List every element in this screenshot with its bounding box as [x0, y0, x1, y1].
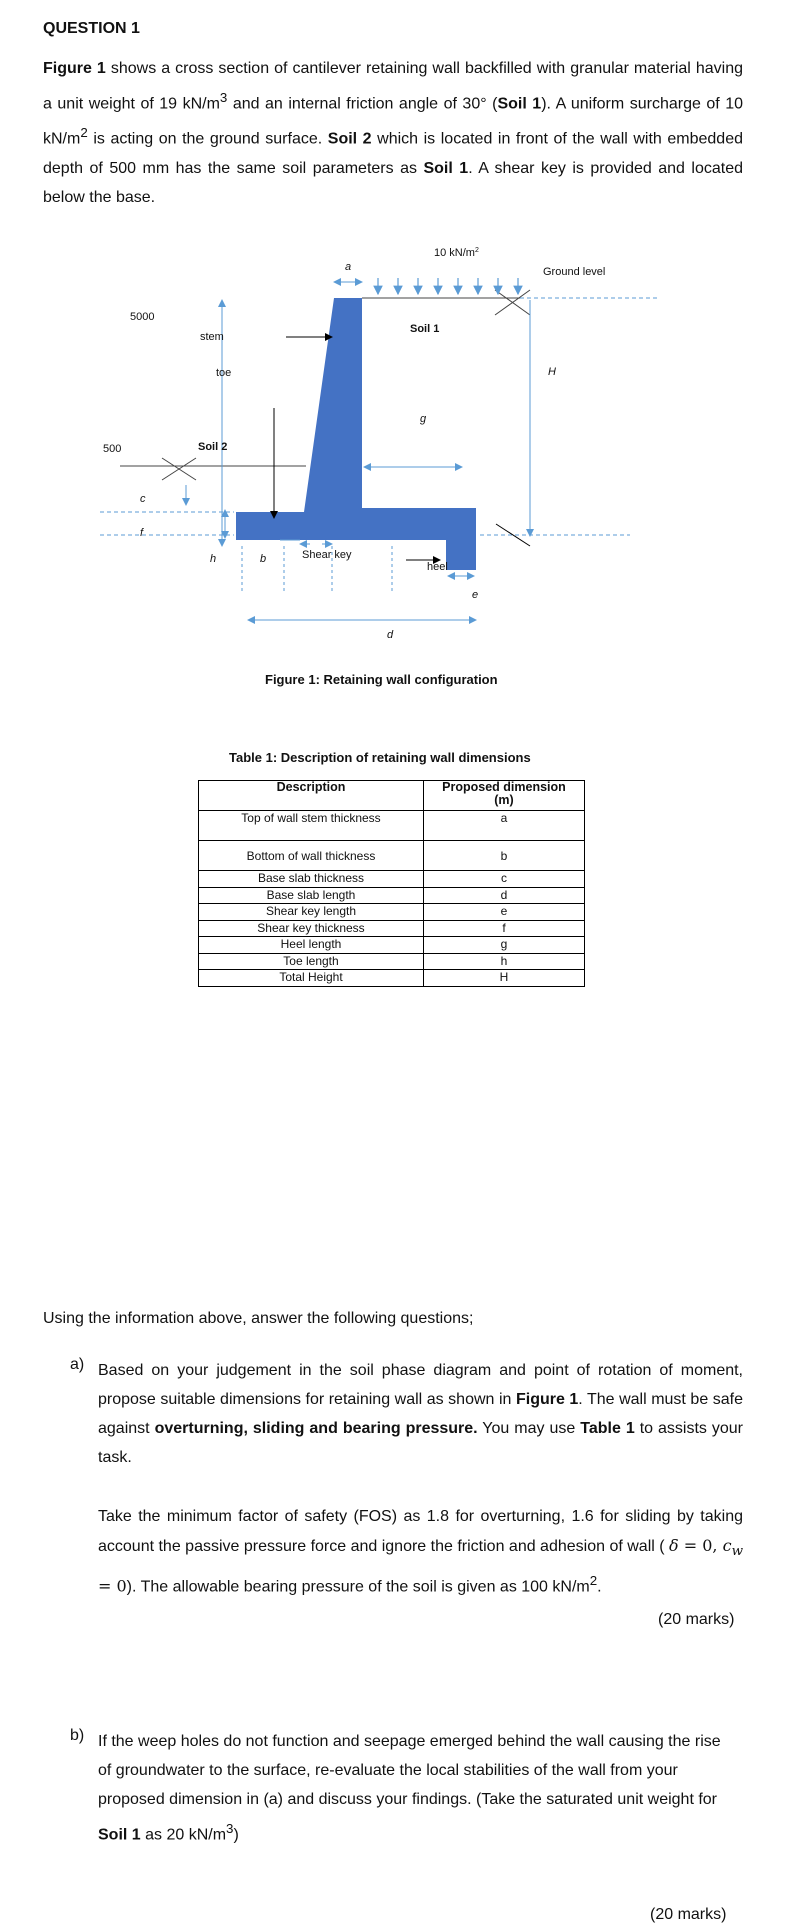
multi-values: c d e f g h H — [424, 871, 585, 987]
intro-text-1: shows a cross section of cantilever retaining wall backfilled with granular material having a unit weight of 19 kN/m — [43, 60, 744, 113]
table-header-row — [199, 781, 585, 811]
wall-stem-and-base — [236, 298, 476, 540]
label-h: h — [210, 553, 217, 565]
soil1-ref: Soil 1 — [423, 159, 469, 177]
soil2-ref: Soil 2 — [327, 130, 372, 148]
row-value: b — [424, 841, 585, 871]
dimensions-table — [198, 780, 585, 987]
label-c: c — [140, 493, 146, 505]
label-f: f — [140, 527, 144, 539]
instructions-text: Using the information above, answer the following questions; — [43, 1310, 474, 1327]
intro-text-6: . A shear key is provided and located below the base. — [43, 159, 743, 206]
shear-key — [446, 510, 476, 570]
intro-text-2: and an internal friction angle of 30° ( — [227, 95, 498, 113]
question-b-letter: b) — [70, 1727, 85, 1744]
intro-text-5: which is located in front of the wall with embedded depth of 500 mm has the same soil parameters as — [43, 130, 744, 177]
label-heel: heel — [427, 561, 448, 573]
ground-hatch-back — [495, 290, 530, 315]
question-heading: QUESTION 1 — [43, 20, 140, 37]
label-shear-key: Shear key — [302, 549, 352, 561]
intro-paragraph — [43, 54, 743, 212]
table-caption: Table 1: Description of retaining wall dimensions — [229, 750, 531, 765]
label-soil1: Soil 1 — [410, 323, 440, 335]
header-description: Description — [199, 781, 424, 811]
figure-ref: Figure 1 — [515, 1391, 579, 1408]
question-a-text: Based on your judgement in the soil phase diagram and point of rotation of moment, propose suitable dimensions for retaining wall as shown in Figure 1. The wall must be safe against overturning, sliding and bearing pressure. You may use Table 1 to assists your task. — [98, 1362, 744, 1466]
figure-caption: Figure 1: Retaining wall configuration — [265, 672, 498, 687]
label-toe: toe — [216, 367, 232, 379]
label-soil2: Soil 2 — [198, 441, 228, 453]
intro-text-4: is acting on the ground surface. — [87, 130, 328, 148]
row-description: Bottom of wall thickness — [199, 841, 424, 871]
ground-hatch-front — [162, 458, 196, 480]
label-g: g — [420, 413, 427, 425]
label-surcharge: 10 $kN/m^2$ — [434, 247, 479, 259]
safety-criteria: overturning, sliding and bearing pressure. — [154, 1420, 478, 1437]
figure-ref: Figure 1 — [43, 60, 106, 77]
question-a-letter: a) — [70, 1356, 85, 1373]
unit-superscript: 2 — [80, 125, 88, 141]
row-description: Top of wall stem thickness — [199, 811, 424, 841]
label-b: b — [260, 553, 267, 565]
question-a-text-2: Take the minimum factor of safety (FOS) as 1.8 for overturning, 1.6 for sliding by taking account the passive pressure force and ignore the friction and adhesion of wall ( δ = 0, $c_w = 0$). The allowable bearing pressure of the soil is given as 100 $kN/m^2$. — [98, 1508, 743, 1596]
label-e: e — [472, 589, 479, 601]
table-row — [199, 811, 585, 841]
table-ref: Table 1 — [580, 1420, 635, 1437]
table-row-group — [199, 871, 585, 987]
unit-superscript: 3 — [219, 90, 228, 105]
label-a: a — [345, 261, 352, 273]
question-a-marks: (20 marks) — [658, 1611, 735, 1628]
label-ground-level: Ground level — [543, 266, 606, 278]
label-H: H — [548, 366, 556, 378]
label-stem: stem — [200, 331, 224, 343]
soil1-ref: Soil 1 — [497, 95, 542, 113]
label-500: 500 — [103, 443, 122, 455]
label-5000: 5000 — [130, 311, 155, 323]
label-d: d — [387, 629, 394, 641]
retaining-wall-figure — [100, 240, 680, 660]
header-proposed: Proposed dimension (m) — [424, 781, 585, 811]
question-b-marks: (20 marks) — [650, 1906, 727, 1923]
soil1-ref: Soil 1 — [98, 1826, 141, 1844]
multi-descriptions: Base slab thickness Base slab length Shear key length Shear key thickness Heel length Toe length Total Height — [199, 871, 424, 987]
question-b-text: If the weep holes do not function and seepage emerged behind the wall causing the rise of groundwater to the surface, re-evaluate the local stabilities of the wall from your proposed dimension in (a) and discuss your findings. (Take the saturated unit weight for Soil 1 as 20 $kN/m^3$) — [98, 1733, 721, 1844]
table-row — [199, 841, 585, 871]
intro-text-3: ). A uniform surcharge of 10 kN/m — [43, 95, 744, 148]
row-value: a — [424, 811, 585, 841]
